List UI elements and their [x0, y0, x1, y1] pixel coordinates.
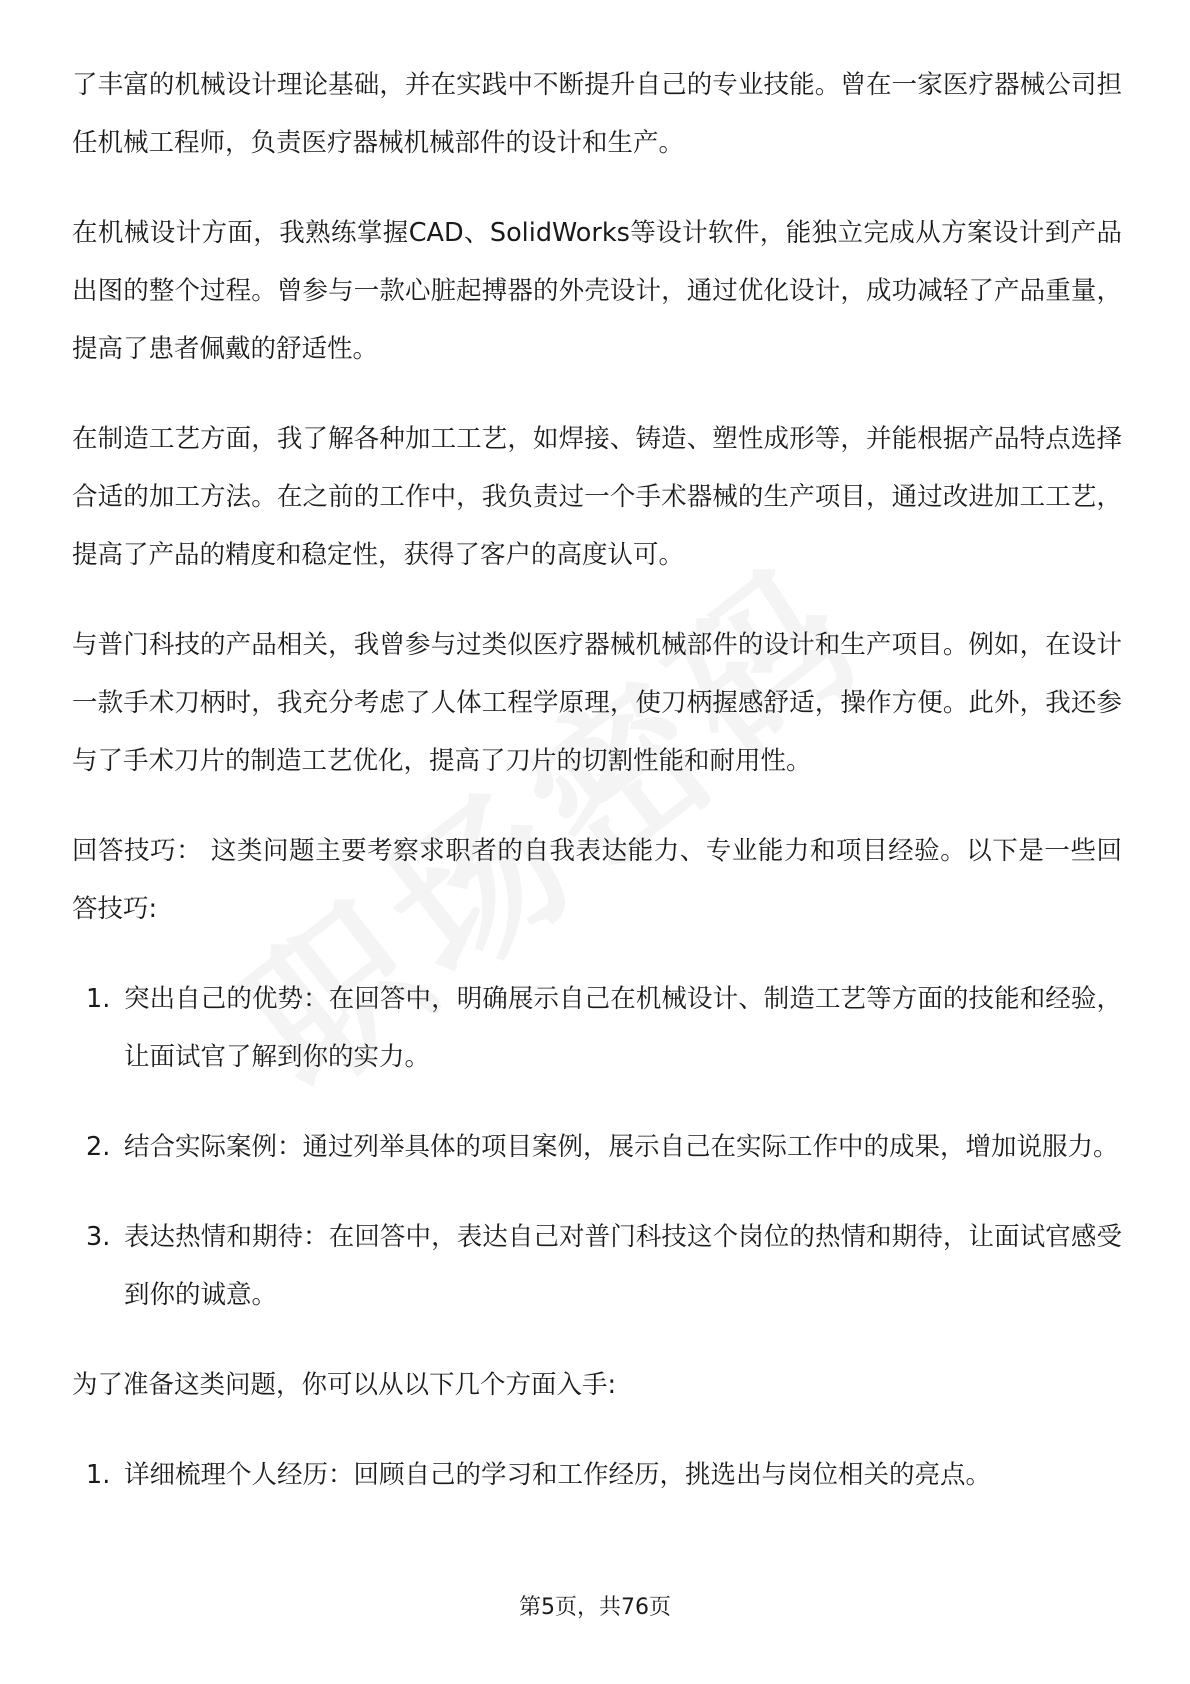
paragraph-preparation-intro: 为了准备这类问题，你可以从以下几个方面入手:	[72, 1370, 617, 1400]
list-item-text: 表达热情和期待：在回答中，表达自己对普门科技这个岗位的热情和期待，让面试官感受到你的诚意。	[124, 1222, 1122, 1310]
answer-tips-list	[72, 970, 1122, 1324]
list-item-text: 结合实际案例：通过列举具体的项目案例，展示自己在实际工作中的成果，增加说服力。	[124, 1132, 1119, 1162]
list-number: 3.	[86, 1222, 111, 1252]
paragraph-manufacturing-process: 在制造工艺方面，我了解各种加工工艺，如焊接、铸造、塑性成形等，并能根据产品特点选择合适的加工方法。在之前的工作中，我负责过一个手术器械的生产项目，通过改进加工工艺，提高了产品的精度和稳定性，获得了客户的高度认可。	[72, 424, 1122, 570]
list-item	[72, 970, 1122, 1086]
list-item-text: 突出自己的优势：在回答中，明确展示自己在机械设计、制造工艺等方面的技能和经验，让面试官了解到你的实力。	[124, 984, 1122, 1072]
list-number: 1.	[86, 1460, 111, 1490]
paragraph-answer-tips-intro: 回答技巧： 这类问题主要考察求职者的自我表达能力、专业能力和项目经验。以下是一些回答技巧:	[72, 836, 1122, 924]
list-item-text: 详细梳理个人经历：回顾自己的学习和工作经历，挑选出与岗位相关的亮点。	[124, 1460, 992, 1490]
list-number: 2.	[86, 1132, 111, 1162]
list-item	[72, 1208, 1122, 1324]
document-body	[72, 56, 1122, 1536]
list-item	[72, 1118, 1122, 1176]
list-item	[72, 1446, 1122, 1504]
paragraph-product-relevance: 与普门科技的产品相关，我曾参与过类似医疗器械机械部件的设计和生产项目。例如，在设计一款手术刀柄时，我充分考虑了人体工程学原理，使刀柄握感舒适，操作方便。此外，我还参与了手术刀片的制造工艺优化，提高了刀片的切割性能和耐用性。	[72, 630, 1122, 776]
list-number: 1.	[86, 984, 111, 1014]
preparation-list	[72, 1446, 1122, 1504]
paragraph-education-background: 了丰富的机械设计理论基础，并在实践中不断提升自己的专业技能。曾在一家医疗器械公司担任机械工程师，负责医疗器械机械部件的设计和生产。	[72, 70, 1122, 158]
page-footer: 第5页，共76页	[519, 1595, 671, 1620]
paragraph-mechanical-design: 在机械设计方面，我熟练掌握CAD、SolidWorks等设计软件，能独立完成从方案设计到产品出图的整个过程。曾参与一款心脏起搏器的外壳设计，通过优化设计，成功减轻了产品重量，提高了患者佩戴的舒适性。	[72, 218, 1122, 364]
